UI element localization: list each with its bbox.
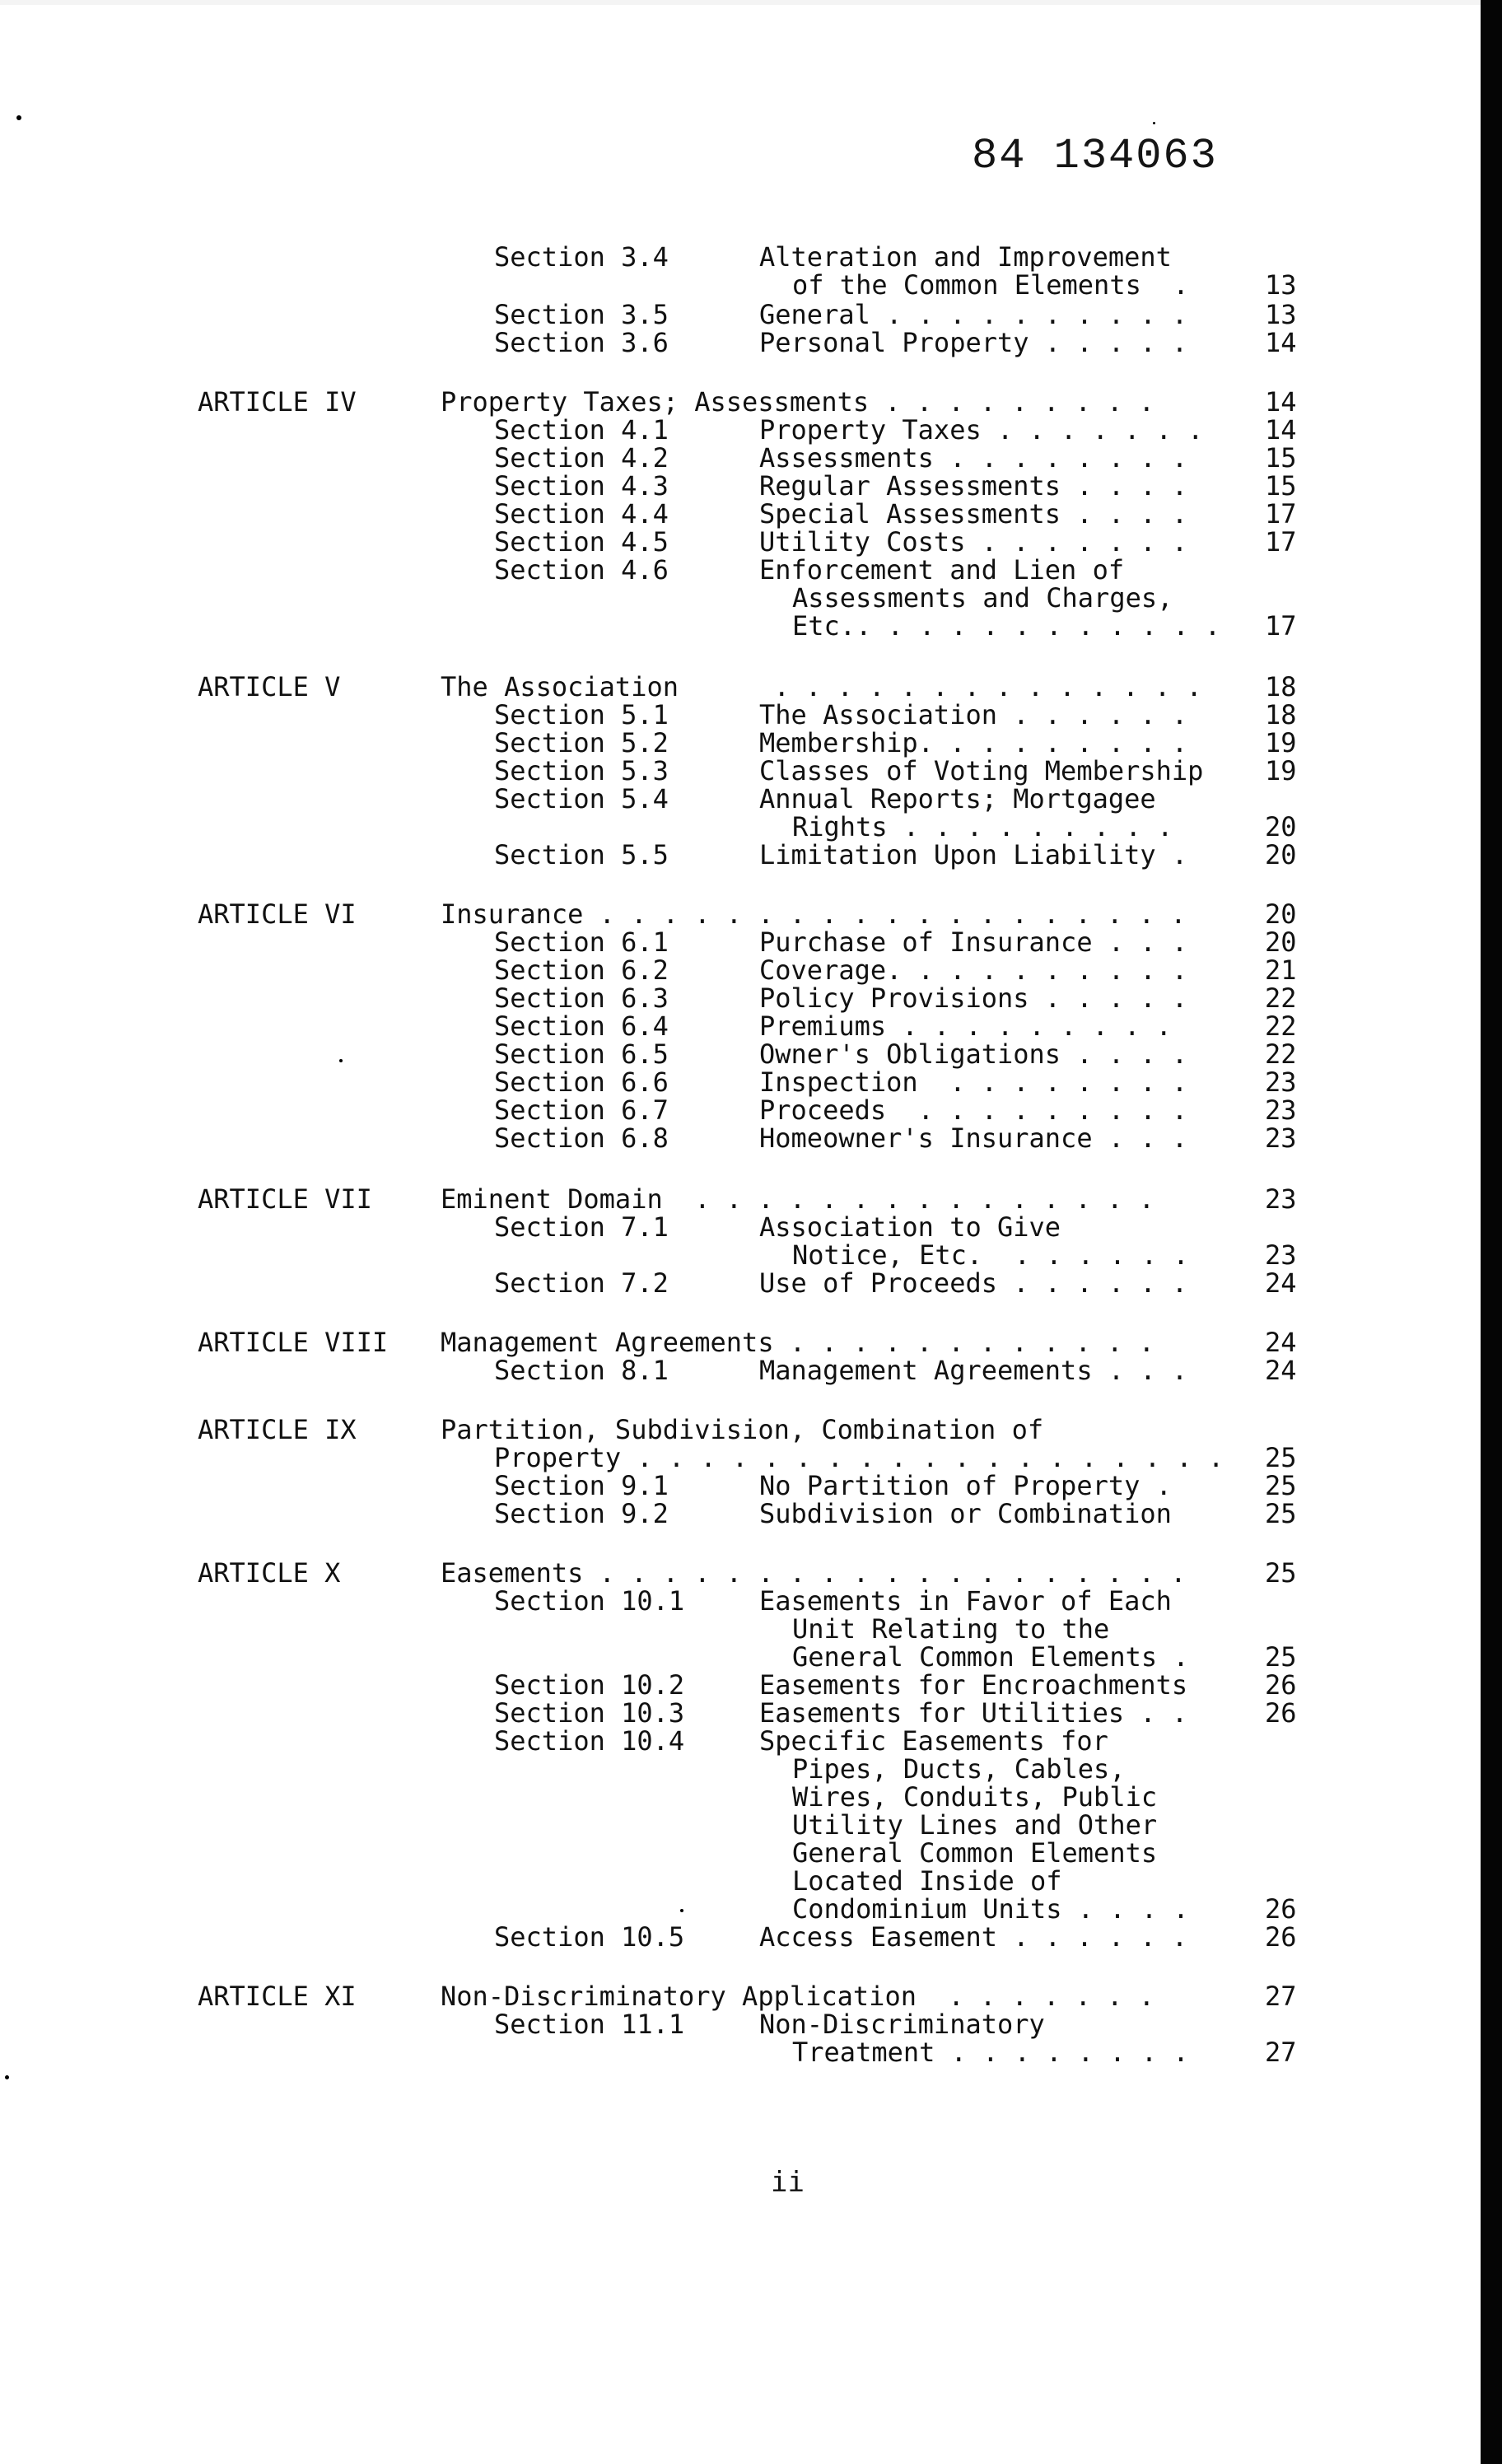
toc-entry bbox=[0, 927, 1502, 957]
page-ref: 23 bbox=[1265, 1094, 1297, 1126]
section-title: Non-Discriminatory bbox=[759, 2009, 1045, 2040]
page-ref: 25 bbox=[1265, 1470, 1297, 1501]
toc-entry bbox=[0, 1866, 1502, 1896]
article-title: Insurance . . . . . . . . . . . . . . . . . . . bbox=[441, 898, 1187, 930]
toc-entry bbox=[0, 1754, 1502, 1784]
toc-entry bbox=[0, 700, 1502, 730]
section-title: Management Agreements . . . bbox=[759, 1355, 1188, 1386]
page-ref: 18 bbox=[1265, 671, 1297, 702]
section-title-cont: Utility Lines and Other bbox=[792, 1809, 1158, 1841]
toc-entry bbox=[0, 1586, 1502, 1616]
section-label: Section 11.1 bbox=[494, 2009, 685, 2040]
toc-entry bbox=[0, 499, 1502, 529]
section-title-cont: Wires, Conduits, Public bbox=[792, 1781, 1158, 1813]
toc-entry bbox=[0, 1356, 1502, 1385]
page-ref: 15 bbox=[1265, 442, 1297, 474]
article-label: ARTICLE X bbox=[198, 1557, 341, 1589]
page-ref: 22 bbox=[1265, 982, 1297, 1014]
page-ref: 20 bbox=[1265, 926, 1297, 958]
page-ref: 26 bbox=[1265, 1669, 1297, 1701]
page-ref: 13 bbox=[1265, 299, 1297, 330]
page-ref: 26 bbox=[1265, 1893, 1297, 1925]
section-label: Section 4.6 bbox=[494, 554, 669, 586]
article-title: Partition, Subdivision, Combination of bbox=[441, 1414, 1044, 1445]
section-title: Limitation Upon Liability . bbox=[759, 839, 1188, 870]
section-label: Section 6.1 bbox=[494, 926, 669, 958]
toc-entry bbox=[0, 1011, 1502, 1041]
section-title-cont: General Common Elements bbox=[792, 1837, 1158, 1869]
section-label: Section 4.2 bbox=[494, 442, 669, 474]
section-label: Section 4.1 bbox=[494, 414, 669, 446]
section-label: Section 6.5 bbox=[494, 1038, 669, 1070]
section-title-cont: Rights . . . . . . . . . bbox=[792, 811, 1173, 842]
toc-article bbox=[0, 1184, 1502, 1214]
toc-entry bbox=[0, 2009, 1502, 2039]
page-ref: 25 bbox=[1265, 1442, 1297, 1473]
toc-entry bbox=[0, 840, 1502, 870]
page-number: ii bbox=[771, 2166, 805, 2199]
toc-entry bbox=[0, 328, 1502, 357]
section-label: Section 6.6 bbox=[494, 1066, 669, 1098]
toc-entry bbox=[0, 270, 1502, 300]
page-ref: 26 bbox=[1265, 1921, 1297, 1953]
section-title: Easements for Encroachments bbox=[759, 1669, 1188, 1701]
toc-entry bbox=[0, 583, 1502, 613]
toc-entry bbox=[0, 443, 1502, 473]
page-ref: 24 bbox=[1265, 1355, 1297, 1386]
page-ref: 17 bbox=[1265, 610, 1297, 642]
toc-entry bbox=[0, 1922, 1502, 1952]
toc-entry bbox=[0, 1698, 1502, 1728]
page-ref: 15 bbox=[1265, 470, 1297, 502]
section-title: Special Assessments . . . . bbox=[759, 498, 1188, 530]
page-ref: 23 bbox=[1265, 1183, 1297, 1215]
toc-entry bbox=[0, 1471, 1502, 1500]
page-ref: 27 bbox=[1265, 1981, 1297, 2012]
section-title: Subdivision or Combination bbox=[759, 1498, 1172, 1529]
page-ref: 27 bbox=[1265, 2037, 1297, 2068]
section-title: Inspection . . . . . . . . bbox=[759, 1066, 1188, 1098]
section-label: Section 6.8 bbox=[494, 1122, 669, 1154]
article-title-cont: Property . . . . . . . . . . . . . . . . . . . bbox=[494, 1442, 1224, 1473]
toc-entry bbox=[0, 555, 1502, 585]
article-label: ARTICLE XI bbox=[198, 1981, 357, 2012]
toc-entry bbox=[0, 784, 1502, 814]
section-title: Policy Provisions . . . . . bbox=[759, 982, 1188, 1014]
page-ref: 24 bbox=[1265, 1267, 1297, 1299]
section-label: Section 6.7 bbox=[494, 1094, 669, 1126]
section-label: Section 6.2 bbox=[494, 954, 669, 986]
article-title: Non-Discriminatory Application . . . . . . . bbox=[441, 1981, 1154, 2012]
page-ref: 14 bbox=[1265, 327, 1297, 358]
page-ref: 20 bbox=[1265, 898, 1297, 930]
section-title: Regular Assessments . . . . bbox=[759, 470, 1188, 502]
section-label: Section 5.5 bbox=[494, 839, 669, 870]
section-title: The Association . . . . . . bbox=[759, 699, 1188, 730]
section-label: Section 6.3 bbox=[494, 982, 669, 1014]
section-title: Personal Property . . . . . bbox=[759, 327, 1188, 358]
section-title-cont: Etc.. . . . . . . . . . . . bbox=[792, 610, 1221, 642]
page-ref: 23 bbox=[1265, 1066, 1297, 1098]
page-ref: 17 bbox=[1265, 498, 1297, 530]
section-label: Section 7.1 bbox=[494, 1211, 669, 1243]
section-label: Section 4.3 bbox=[494, 470, 669, 502]
toc-entry bbox=[0, 2037, 1502, 2067]
page-ref: 23 bbox=[1265, 1122, 1297, 1154]
section-title: Purchase of Insurance . . . bbox=[759, 926, 1188, 958]
page-ref: 23 bbox=[1265, 1239, 1297, 1271]
article-label: ARTICLE V bbox=[198, 671, 341, 702]
section-title: Association to Give bbox=[759, 1211, 1061, 1243]
page-ref: 26 bbox=[1265, 1697, 1297, 1729]
toc-entry bbox=[0, 756, 1502, 786]
section-title: Property Taxes . . . . . . . bbox=[759, 414, 1204, 446]
article-label: ARTICLE IX bbox=[198, 1414, 357, 1445]
page-ref: 22 bbox=[1265, 1010, 1297, 1042]
section-title: Premiums . . . . . . . . . bbox=[759, 1010, 1172, 1042]
toc-entry bbox=[0, 1067, 1502, 1097]
toc-entry bbox=[0, 1614, 1502, 1644]
article-title: Eminent Domain . . . . . . . . . . . . . . . bbox=[441, 1183, 1154, 1215]
page-ref: 18 bbox=[1265, 699, 1297, 730]
toc-entry bbox=[0, 300, 1502, 329]
section-label: Section 10.4 bbox=[494, 1725, 685, 1757]
toc-entry bbox=[0, 242, 1502, 272]
section-label: Section 6.4 bbox=[494, 1010, 669, 1042]
section-title: Utility Costs . . . . . . . bbox=[759, 526, 1188, 558]
toc-article bbox=[0, 1981, 1502, 2011]
scan-speck bbox=[1153, 122, 1155, 124]
toc-entry bbox=[0, 728, 1502, 758]
section-title: Proceeds . . . . . . . . . bbox=[759, 1094, 1188, 1126]
scan-speck bbox=[339, 1059, 343, 1062]
toc-entry bbox=[0, 1499, 1502, 1528]
scan-speck bbox=[16, 115, 21, 120]
article-label: ARTICLE VII bbox=[198, 1183, 372, 1215]
section-title-cont: Pipes, Ducts, Cables, bbox=[792, 1753, 1126, 1785]
section-title-cont: Unit Relating to the bbox=[792, 1613, 1110, 1645]
section-title: Alteration and Improvement bbox=[759, 241, 1172, 273]
page-ref: 13 bbox=[1265, 269, 1297, 301]
section-title-cont: Assessments and Charges, bbox=[792, 582, 1173, 614]
toc-entry bbox=[0, 527, 1502, 557]
toc-entry bbox=[0, 1642, 1502, 1672]
section-title: Easements in Favor of Each bbox=[759, 1585, 1172, 1617]
toc-entry bbox=[0, 1095, 1502, 1125]
section-label: Section 10.5 bbox=[494, 1921, 685, 1953]
section-label: Section 3.6 bbox=[494, 327, 669, 358]
section-label: Section 9.1 bbox=[494, 1470, 669, 1501]
section-label: Section 10.3 bbox=[494, 1697, 685, 1729]
page-ref: 17 bbox=[1265, 526, 1297, 558]
toc-entry bbox=[0, 1039, 1502, 1069]
document-number: 84 134063 bbox=[972, 132, 1218, 180]
toc-entry bbox=[0, 983, 1502, 1013]
toc-article bbox=[0, 672, 1502, 702]
section-label: Section 4.5 bbox=[494, 526, 669, 558]
toc-entry bbox=[0, 812, 1502, 842]
section-label: Section 5.3 bbox=[494, 755, 669, 786]
section-label: Section 3.5 bbox=[494, 299, 669, 330]
toc-entry bbox=[0, 471, 1502, 501]
page-ref: 24 bbox=[1265, 1327, 1297, 1358]
page-ref: 20 bbox=[1265, 811, 1297, 842]
section-label: Section 3.4 bbox=[494, 241, 669, 273]
toc-article bbox=[0, 899, 1502, 929]
article-label: ARTICLE VIII bbox=[198, 1327, 389, 1358]
page-ref: 14 bbox=[1265, 414, 1297, 446]
section-label: Section 5.1 bbox=[494, 699, 669, 730]
section-title: Homeowner's Insurance . . . bbox=[759, 1122, 1188, 1154]
section-title: Use of Proceeds . . . . . . bbox=[759, 1267, 1188, 1299]
section-title-cont: Condominium Units . . . . bbox=[792, 1893, 1189, 1925]
section-title: Enforcement and Lien of bbox=[759, 554, 1125, 586]
section-title: Coverage. . . . . . . . . . bbox=[759, 954, 1188, 986]
section-title: Owner's Obligations . . . . bbox=[759, 1038, 1188, 1070]
toc-entry bbox=[0, 1212, 1502, 1242]
section-title-cont: of the Common Elements . bbox=[792, 269, 1189, 301]
section-label: Section 9.2 bbox=[494, 1498, 669, 1529]
page-ref: 25 bbox=[1265, 1498, 1297, 1529]
section-title: General . . . . . . . . . . bbox=[759, 299, 1188, 330]
section-label: Section 8.1 bbox=[494, 1355, 669, 1386]
page-ref: 20 bbox=[1265, 839, 1297, 870]
toc-entry bbox=[0, 415, 1502, 445]
toc-entry bbox=[0, 1123, 1502, 1153]
section-label: Section 4.4 bbox=[494, 498, 669, 530]
toc-entry bbox=[0, 955, 1502, 985]
section-title: No Partition of Property . bbox=[759, 1470, 1172, 1501]
article-title: Management Agreements . . . . . . . . . . . . bbox=[441, 1327, 1154, 1358]
page-ref: 25 bbox=[1265, 1641, 1297, 1673]
section-title: Specific Easements for bbox=[759, 1725, 1108, 1757]
section-title: Classes of Voting Membership bbox=[759, 755, 1204, 786]
section-title: Assessments . . . . . . . . bbox=[759, 442, 1188, 474]
toc-entry bbox=[0, 1268, 1502, 1298]
section-title: Membership. . . . . . . . . bbox=[759, 727, 1188, 758]
toc-entry bbox=[0, 1240, 1502, 1270]
section-title: Easements for Utilities . . bbox=[759, 1697, 1188, 1729]
page-ref: 22 bbox=[1265, 1038, 1297, 1070]
article-label: ARTICLE IV bbox=[198, 386, 357, 418]
section-label: Section 7.2 bbox=[494, 1267, 669, 1299]
scan-speck bbox=[680, 1909, 683, 1912]
toc-article bbox=[0, 1328, 1502, 1357]
article-title: Easements . . . . . . . . . . . . . . . . . . . bbox=[441, 1557, 1187, 1589]
page-ref: 14 bbox=[1265, 386, 1297, 418]
toc-article bbox=[0, 387, 1502, 417]
section-label: Section 5.2 bbox=[494, 727, 669, 758]
section-label: Section 5.4 bbox=[494, 783, 669, 814]
toc-article bbox=[0, 1558, 1502, 1588]
section-title: Annual Reports; Mortgagee bbox=[759, 783, 1156, 814]
section-label: Section 10.2 bbox=[494, 1669, 685, 1701]
article-title: Property Taxes; Assessments . . . . . . . . . bbox=[441, 386, 1154, 418]
section-title-cont: Located Inside of bbox=[792, 1865, 1062, 1897]
article-title: The Association . . . . . . . . . . . . . . bbox=[441, 671, 1202, 702]
section-title-cont: General Common Elements . bbox=[792, 1641, 1189, 1673]
section-title: Access Easement . . . . . . bbox=[759, 1921, 1188, 1953]
page-ref: 19 bbox=[1265, 755, 1297, 786]
toc-entry bbox=[0, 1894, 1502, 1924]
toc-article bbox=[0, 1415, 1502, 1444]
scan-speck bbox=[5, 2075, 9, 2079]
page-ref: 25 bbox=[1265, 1557, 1297, 1589]
toc-entry bbox=[0, 1810, 1502, 1840]
page-ref: 19 bbox=[1265, 727, 1297, 758]
section-label: Section 10.1 bbox=[494, 1585, 685, 1617]
toc-entry bbox=[0, 1782, 1502, 1812]
section-title-cont: Notice, Etc. . . . . . . bbox=[792, 1239, 1189, 1271]
article-label: ARTICLE VI bbox=[198, 898, 357, 930]
toc-entry bbox=[0, 611, 1502, 641]
section-title-cont: Treatment . . . . . . . . bbox=[792, 2037, 1189, 2068]
toc-entry bbox=[0, 1726, 1502, 1756]
toc-entry bbox=[0, 1838, 1502, 1868]
toc-entry bbox=[0, 1670, 1502, 1700]
toc-article bbox=[0, 1443, 1502, 1472]
page-ref: 21 bbox=[1265, 954, 1297, 986]
